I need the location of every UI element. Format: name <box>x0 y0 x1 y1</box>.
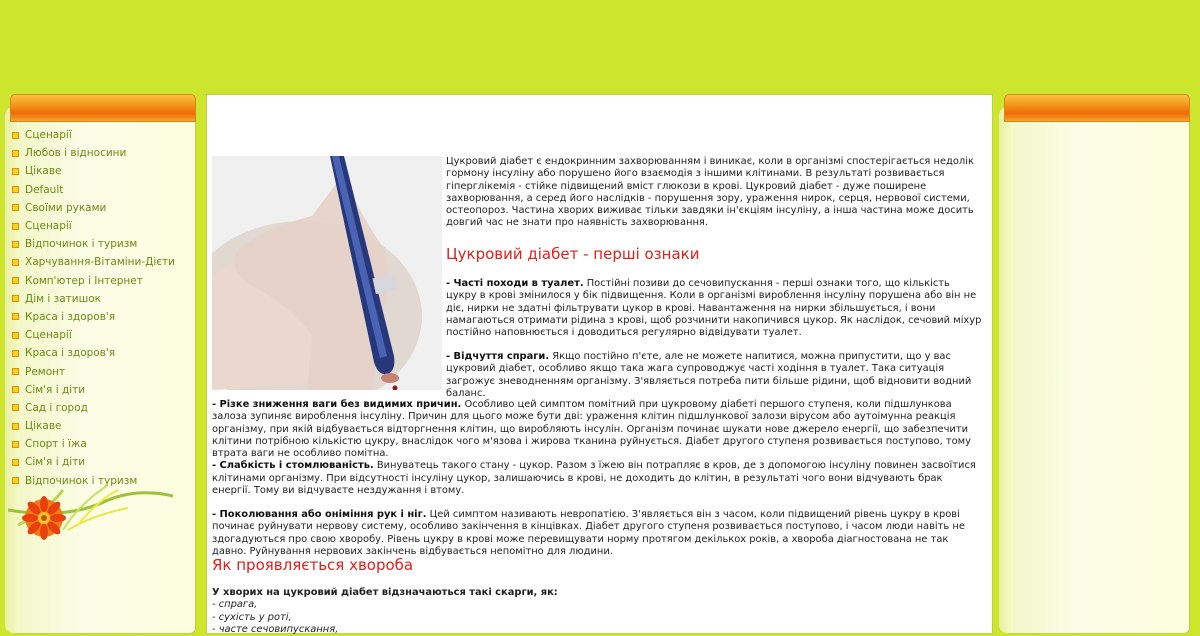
sidebar-item[interactable]: Відпочинок і туризм <box>12 472 175 490</box>
heading-how-disease: Як проявляється хвороба <box>212 556 414 574</box>
intro-paragraph: Цукровий діабет є ендокринним захворюванням і виникає, коли в організмі спостерігається недолік гормону інсуліну або порушено його взаємодія з іншими клітинами. В результаті розвивається гіперглікемія - стійке підвищений вміст глюкози в крові. Цукровий діабет - дуже поширене захворювання, а серед його наслідків - порушення зору, ураження нирок, серця, нервової системи, остеопороз. Частина хворих виживає тільки завдяки ін'єкціям інсуліну, а інша частина може досить довгий час не знати про наявність захворювання. <box>446 156 974 229</box>
symptom-paragraph: - Різке зниження ваги без видимих причин. Особливо цей симптом помітний при цукровому діабеті першого ступеня, коли підшлункова залоза зупиняє вироблення інсуліну. Причин для цього може бути дві: ураження клітин підшлункової залози вірусом або аутоімунна реакція організму, при якій відбувається відторгнення клітин, що виробляють інсулін. Організм починає шукати нове джерело енергії, що забезпечити клітини потрібною кількістю цукру, внаслідок чого м'язова і жирова тканина руйнується. Діабет другого ступеня розвивається поступово, тому втрата ваги не особливо помітна. - Слабкість і стомлюваність. Винуватець такого стану - цукор. Разом з їжею він потрапляє в кров, де з допомогою інсуліну повинен засвоїтися клітинами організму. При відсутності інсуліну цукор, залишаючись в крові, не доходить до клітин, в результаті чого вони відчувають брак енергії. Тому ви відчуваєте нездужання і втому. <box>212 399 976 497</box>
bullet-icon <box>12 459 19 466</box>
complaints-list: У хворих на цукровий діабет відзначаються такі скарги, як: - спрага, - сухість у роті, - часте сечовипускання, <box>212 587 772 636</box>
sidebar-item[interactable]: Краса і здоров'я <box>12 344 175 362</box>
bullet-icon <box>12 368 19 375</box>
sidebar-item[interactable]: Default <box>12 181 175 199</box>
symptom-paragraph: - Відчуття спраги. Якщо постійно п'єте, але не можете напитися, можна припустити, що у вас цукровий діабет, особливо якщо така жага супроводжує часті ходіння в туалет. Така ситуація загрожує зневодненням організму. З'являється потреба пити більше рідини, щоб відновити водний баланс. <box>446 351 972 399</box>
symptom-paragraph: - Поколювання або оніміння рук і ніг. Цей симптом називають невропатією. З'являється він з часом, коли підвищений рівень цукру в крові починає руйнувати нервову систему, особливо закінчення в кінцівках. Діабет другого ступеня розвивається поступово, і часом люди навіть не здогадуються про свою хворобу. Рівень цукру в крові може перевищувати норму протягом декількох років, а хвороба діагностована не так давно. Руйнування нервових закінчень відбувається непомітно для людини. <box>212 509 965 557</box>
bullet-icon <box>12 386 19 393</box>
sidebar-item[interactable]: Цікаве <box>12 417 175 435</box>
bullet-icon <box>12 150 19 157</box>
bullet-icon <box>12 223 19 230</box>
sidebar-item[interactable]: Своїми руками <box>12 199 175 217</box>
sidebar-item[interactable]: Сад і город <box>12 399 175 417</box>
list-item: - спрага, <box>212 599 258 611</box>
bullet-icon <box>12 277 19 284</box>
sidebar-header-tab <box>10 94 196 122</box>
symptom-paragraph: - Часті походи в туалет. Постійні позиви до сечовипускання - перші ознаки того, що кількість цукру в крові змінилося у бік підвищення. Коли в організмі вироблення інсуліну порушена або він не діє, нирки не здатні фільтрувати цукор в крові. Навантаження на нирки збільшується, і вони намагаються отримати рідина з крові, щоб розчинити накопичився цукор. Як наслідок, сечовий міхур постійно наповнюється і доводиться регулярно відвідувати туалет. <box>446 278 982 339</box>
heading-first-signs: Цукровий діабет - перші ознаки <box>446 245 700 263</box>
bullet-icon <box>12 259 19 266</box>
bullet-icon <box>12 295 19 302</box>
bullet-icon <box>12 332 19 339</box>
sidebar-item[interactable]: Комп'ютер і Інтернет <box>12 272 175 290</box>
bullet-icon <box>12 204 19 211</box>
sidebar-item[interactable]: Харчування-Вітаміни-Дієти <box>12 253 175 271</box>
bullet-icon <box>12 404 19 411</box>
sidebar-item[interactable]: Сценарії <box>12 326 175 344</box>
sidebar-item[interactable]: Сім'я і діти <box>12 381 175 399</box>
sidebar-header-tab <box>1004 94 1190 122</box>
bullet-icon <box>12 350 19 357</box>
sidebar-item[interactable]: Цікаве <box>12 162 175 180</box>
bullet-icon <box>12 423 19 430</box>
right-sidebar <box>1004 94 1190 634</box>
sidebar-item[interactable]: Відпочинок і туризм <box>12 235 175 253</box>
sidebar-item[interactable]: Дім і затишок <box>12 290 175 308</box>
bullet-icon <box>12 186 19 193</box>
glucose-meter-photo <box>212 156 442 390</box>
sidebar-item[interactable]: Спорт і їжа <box>12 435 175 453</box>
bullet-icon <box>12 241 19 248</box>
bullet-icon <box>12 313 19 320</box>
list-item: - часте сечовипускання, <box>212 623 339 635</box>
sidebar-item[interactable]: Краса і здоров'я <box>12 308 175 326</box>
flower-decoration-icon <box>8 480 178 550</box>
left-sidebar <box>10 94 196 634</box>
main-content <box>206 94 993 634</box>
sidebar-panel <box>1004 106 1190 634</box>
list-item: - сухість у роті, <box>212 611 292 623</box>
sidebar-item[interactable]: Любов і відносини <box>12 144 175 162</box>
bullet-icon <box>12 132 19 139</box>
sidebar-menu <box>12 126 175 490</box>
sidebar-item[interactable]: Сім'я і діти <box>12 453 175 471</box>
bullet-icon <box>12 441 19 448</box>
bullet-icon <box>12 168 19 175</box>
sidebar-item[interactable]: Ремонт <box>12 362 175 380</box>
sidebar-item[interactable]: Сценарії <box>12 217 175 235</box>
sidebar-item[interactable]: Сценарії <box>12 126 175 144</box>
